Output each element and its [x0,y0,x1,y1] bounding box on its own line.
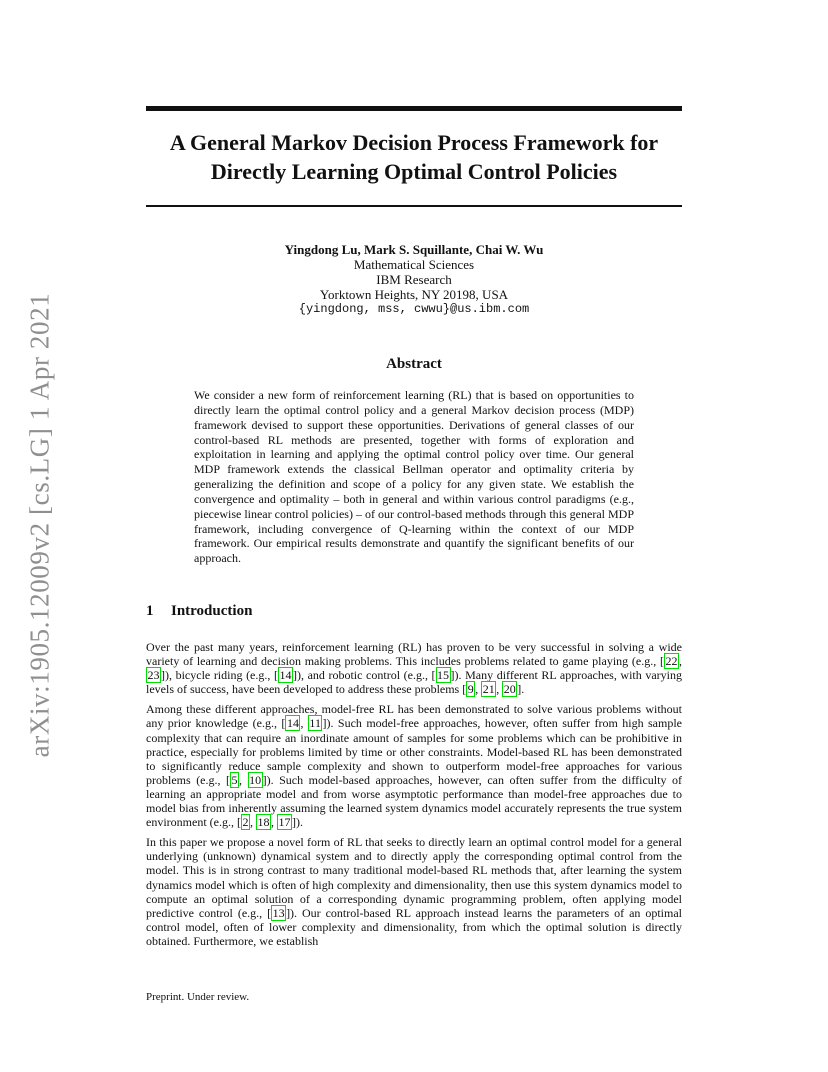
title-line-1: A General Markov Decision Process Framework for [169,130,659,155]
citation-link[interactable]: 5 [231,772,238,787]
author-department: Mathematical Sciences [353,257,475,272]
preprint-footnote: Preprint. Under review. [146,991,250,1003]
citation-link[interactable]: 13 [272,905,285,920]
paragraph-3: In this paper we propose a novel form of RL that seeks to directly learn an optimal control model for a general underlying (unknown) dynamical system and to directly apply the corresponding optimal control from the model. This is in strong contrast to many traditional model-based RL methods that, after learning the system dynamics model which is often of high complexity and dimensionality, then use this system dynamics model to compute an optimal solution of a corresponding dynamic programming problem, often applying model predictive control (e.g., [ 13 ]). Our control-based RL approach instead learns the parameters of an optimal control model, often of lower complexity and dimensionality, from which the optimal solution is directly obtained. Furthermore, we establish [146,835,682,948]
title-top-rule [146,106,682,111]
author-block [146,242,682,317]
citation-link[interactable]: 18 [257,815,270,830]
citation-link[interactable]: 22 [665,654,678,669]
citation-link[interactable]: 15 [437,668,450,683]
arxiv-stamp-text: arXiv:1905.12009v2 [cs.LG] 1 Apr 2021 [24,292,55,758]
citation-link[interactable]: 2 [242,815,249,830]
paper-title [146,128,682,186]
author-names: Yingdong Lu, Mark S. Squillante, Chai W. Wu [284,242,544,257]
citation-link[interactable]: 11 [309,716,321,731]
section-number: 1 [146,603,154,619]
author-address: Yorktown Heights, NY 20198, USA [319,287,509,302]
citation-link[interactable]: 14 [279,668,292,683]
title-line-2: Directly Learning Optimal Control Policies [210,159,618,184]
section-heading [146,603,252,620]
abstract-heading: Abstract [386,356,442,372]
citation-link[interactable]: 14 [286,716,299,731]
citation-link[interactable]: 17 [278,815,291,830]
paragraph-2: Among these different approaches, model-free RL has been demonstrated to solve various problems without any prior knowledge (e.g., [ 14 , 11 ]). Such model-free approaches, however, often suffer from high sample complexity that can require an inordinate amount of samples for some problems which can be prohibitive in practice, especially for problems limited by time or other constraints. Model-based RL has been demonstrated to significantly reduce sample complexity and shown to outperform model-free approaches for various problems (e.g., [ 5 , 10 ]). Such model-based approaches, however, can often suffer from the difficulty of learning an appropriate model and from worse asymptotic performance than model-free approaches due to model bias from inherently assuming the learned system dynamics model accurately represents the true system environment (e.g., [ 2 , 18 , 17 ]). [146,702,683,830]
title-bottom-rule [146,205,682,207]
section-title: Introduction [171,603,253,619]
body-text [146,640,682,954]
author-email: {yingdong, mss, cwwu}@us.ibm.com [298,302,530,316]
citation-link[interactable]: 10 [249,772,262,787]
citation-link[interactable]: 23 [147,668,160,683]
citation-link[interactable]: 9 [467,682,474,697]
citation-link[interactable]: 21 [482,682,495,697]
paragraph-1: Over the past many years, reinforcement learning (RL) has proven to be very successful in solving a wide variety of learning and decision making problems. This includes problems related to game playing (e.g., [ 22 , 23 ]), bicycle riding (e.g., [ 14 ]), and robotic control (e.g., [ 15 ]). Many different RL approaches, with varying levels of success, have been developed to address these problems [ 9 , 21 , 20 ]. [146,640,683,697]
author-organization: IBM Research [376,272,452,287]
abstract-text: We consider a new form of reinforcement learning (RL) that is based on opportunities to directly learn the optimal control policy and a general Markov decision process (MDP) framework devised to support these opportunities. Derivations of general classes of our control-based RL methods are presented, together with forms of exploration and exploitation in learning and applying the optimal control policy over time. Our general MDP framework extends the classical Bellman operator and optimality criteria by generalizing the definition and scope of a policy for any given state. We establish the convergence and optimality – both in general and within various control paradigms (e.g., piecewise linear control policies) – of our control-based methods through this general MDP framework, including convergence of Q-learning within the context of our MDP framework. Our empirical results demonstrate and quantify the significant benefits of our approach. [194,388,634,566]
arxiv-stamp [22,290,58,760]
citation-link[interactable]: 20 [503,682,516,697]
